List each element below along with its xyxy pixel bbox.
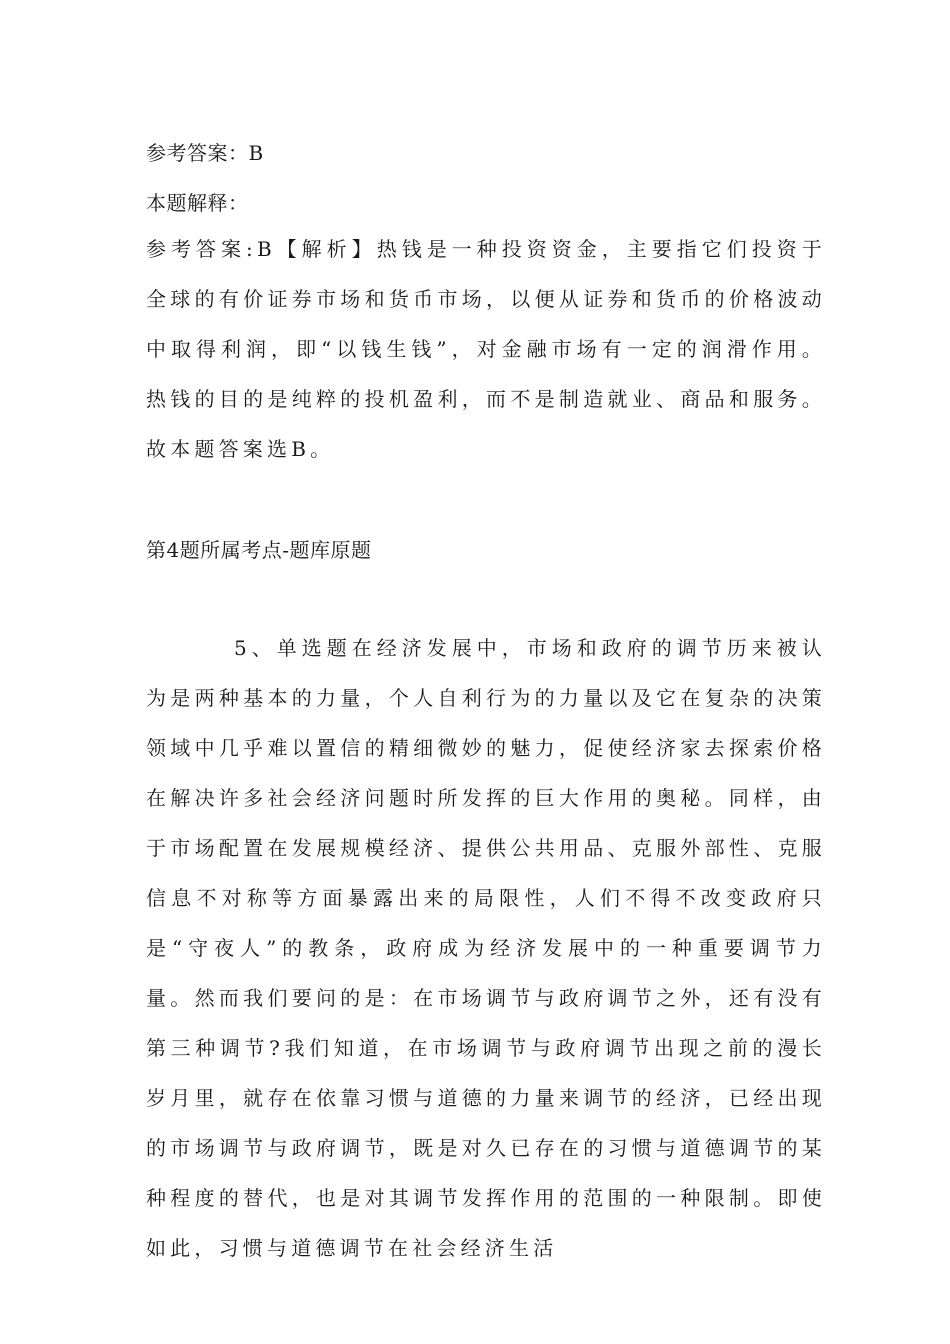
question-5-paragraph: 5、单选题在经济发展中，市场和政府的调节历来被认为是两种基本的力量，个人自利行为的力量以及它在复杂的决策领域中几乎难以置信的精细微妙的魅力，促使经济家去探索价格在解决许多社会经济问题时所发挥的巨大作用的奥秘。同样，由于市场配置在发展规模经济、提供公共用品、克服外部性、克服信息不对称等方面暴露出来的局限性，人们不得不改变政府只是“守夜人”的教条，政府成为经济发展中的一种重要调节力量。然而我们要问的是：在市场调节与政府调节之外，还有没有第三种调节?我们知道，在市场调节与政府调节出现之前的漫长岁月里，就存在依靠习惯与道德的力量来调节的经济，已经出现的市场调节与政府调节，既是对久已存在的习惯与道德调节的某种程度的替代，也是对其调节发挥作用的范围的一种限制。即使如此，习惯与道德调节在社会经济生活: [146, 636, 826, 1260]
reference-answer: 参考答案：B: [146, 141, 264, 165]
explanation-label: 本题解释：: [146, 191, 249, 215]
knowledge-point-heading: 第4题所属考点-题库原题: [146, 538, 372, 562]
explanation-paragraph: 参考答案:B【解析】热钱是一种投资资金，主要指它们投资于全球的有价证券市场和货币市场，以便从证券和货币的价格波动中取得利润，即“以钱生钱”，对金融市场有一定的润滑作用。热钱的目的是纯粹的投机盈利，而不是制造就业、商品和服务。故本题答案选B。: [146, 237, 826, 461]
